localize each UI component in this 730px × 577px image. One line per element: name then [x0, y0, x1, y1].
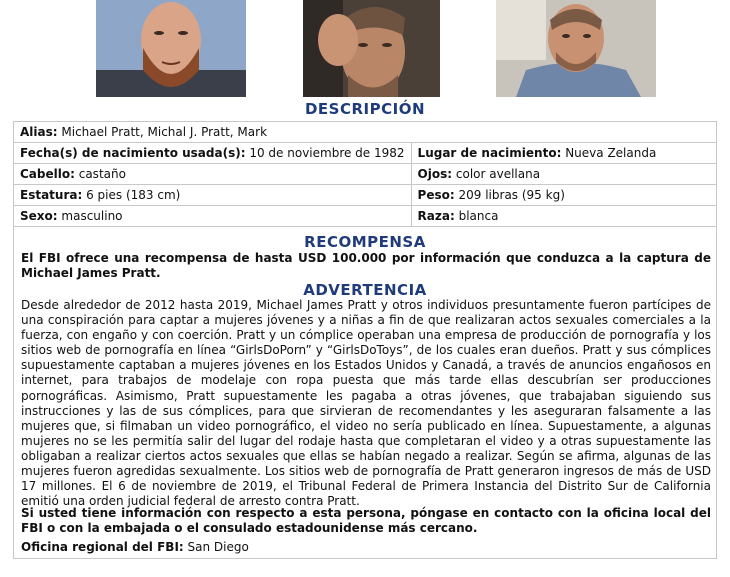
birthplace-cell: [411, 143, 716, 164]
dob-cell: [14, 143, 412, 164]
birthplace-label: Lugar de nacimiento:: [417, 146, 562, 160]
warning-heading: ADVERTENCIA: [303, 281, 427, 299]
description-heading: DESCRIPCIÓN: [304, 100, 426, 118]
eyes-value: color avellana: [455, 167, 541, 181]
height-label: Estatura:: [20, 188, 83, 202]
sex-label: Sexo:: [20, 209, 58, 223]
birthplace-value: Nueva Zelanda: [565, 146, 657, 160]
race-cell: [411, 206, 716, 227]
photo-strip: [0, 0, 730, 97]
subject-photo-1: [96, 0, 246, 97]
field-office-label: Oficina regional del FBI:: [21, 540, 184, 554]
hair-label: Cabello:: [20, 167, 75, 181]
reward-heading: RECOMPENSA: [304, 233, 426, 251]
alias-value: Michael Pratt, Michal J. Pratt, Mark: [61, 125, 268, 139]
alias-cell: [14, 122, 717, 143]
reward-text: El FBI ofrece una recompensa de hasta USD 100.000 por información que conduzca a la captura de Michael James Pratt.: [21, 251, 711, 280]
weight-cell: [411, 185, 716, 206]
table-row: [14, 206, 717, 227]
race-value: blanca: [458, 209, 499, 223]
table-row: [14, 143, 717, 164]
height-cell: [14, 185, 412, 206]
alias-label: Alias:: [20, 125, 58, 139]
eyes-cell: [411, 164, 716, 185]
table-row: [14, 122, 717, 143]
field-office-value: San Diego: [187, 540, 249, 554]
race-label: Raza:: [417, 209, 455, 223]
hair-cell: [14, 164, 412, 185]
subject-photo-3: [496, 0, 656, 97]
hair-value: castaño: [78, 167, 126, 181]
eyes-label: Ojos:: [417, 167, 453, 181]
weight-value: 209 libras (95 kg): [458, 188, 565, 202]
details-table: [13, 121, 717, 227]
table-row: [14, 164, 717, 185]
dob-label: Fecha(s) de nacimiento usada(s):: [20, 146, 246, 160]
sex-value: masculino: [61, 209, 123, 223]
weight-label: Peso:: [417, 188, 455, 202]
warning-text: Desde alrededor de 2012 hasta 2019, Michael James Pratt y otros individuos presuntamente fueron partícipes de una conspiración para captar a mujeres jóvenes y a niñas a fin de que realizaran actos sexuales comerciales a la fuerza, con engaño y con coerción. Pratt y un cómplice operaban una empresa de producción de pornografía y los sitios web de pornografía en línea “GirlsDoPorn” y “GirlsDoToys”, de los cuales eran dueños. Pratt y sus cómplices supuestamente captaban a mujeres jóvenes en los Estados Unidos y Canadá, a través de anuncios engañosos en internet, para trabajos de modelaje con ropa puesta que más tarde ellas descubrían ser producciones pornográficas. Asimismo, Pratt supuestamente les pagaba a otras jóvenes, que trabajaban siguiendo sus instrucciones y las de sus cómplices, para que sirvieran de recomendantes y les aseguraran falsamente a las mujeres que, si filmaban un video pornográfico, el video no sería publicado en línea. Supuestamente, a algunas mujeres no se les permitía salir del lugar del rodaje hasta que completaran el video y a otras supuestamente las obligaban a realizar ciertos actos sexuales que ellas se habían negado a realizar. Según se afirma, algunas de las mujeres fueron agredidas sexualmente. Los sitios web de pornografía de Pratt generaron ingresos de más de USD 17 millones. El 6 de noviembre de 2019, el Tribunal Federal de Primera Instancia del Distrito Sur de California emitió una orden judicial federal de arresto contra Pratt.: [21, 298, 711, 509]
sex-cell: [14, 206, 412, 227]
contact-text: Si usted tiene información con respecto a esta persona, póngase en contacto con la oficina local del FBI o con la embajada o el consulado estadounidense más cercano.: [21, 506, 711, 535]
dob-value: 10 de noviembre de 1982: [249, 146, 405, 160]
height-value: 6 pies (183 cm): [86, 188, 181, 202]
table-row: [14, 185, 717, 206]
subject-photo-2: [303, 0, 440, 97]
field-office: [21, 540, 711, 555]
